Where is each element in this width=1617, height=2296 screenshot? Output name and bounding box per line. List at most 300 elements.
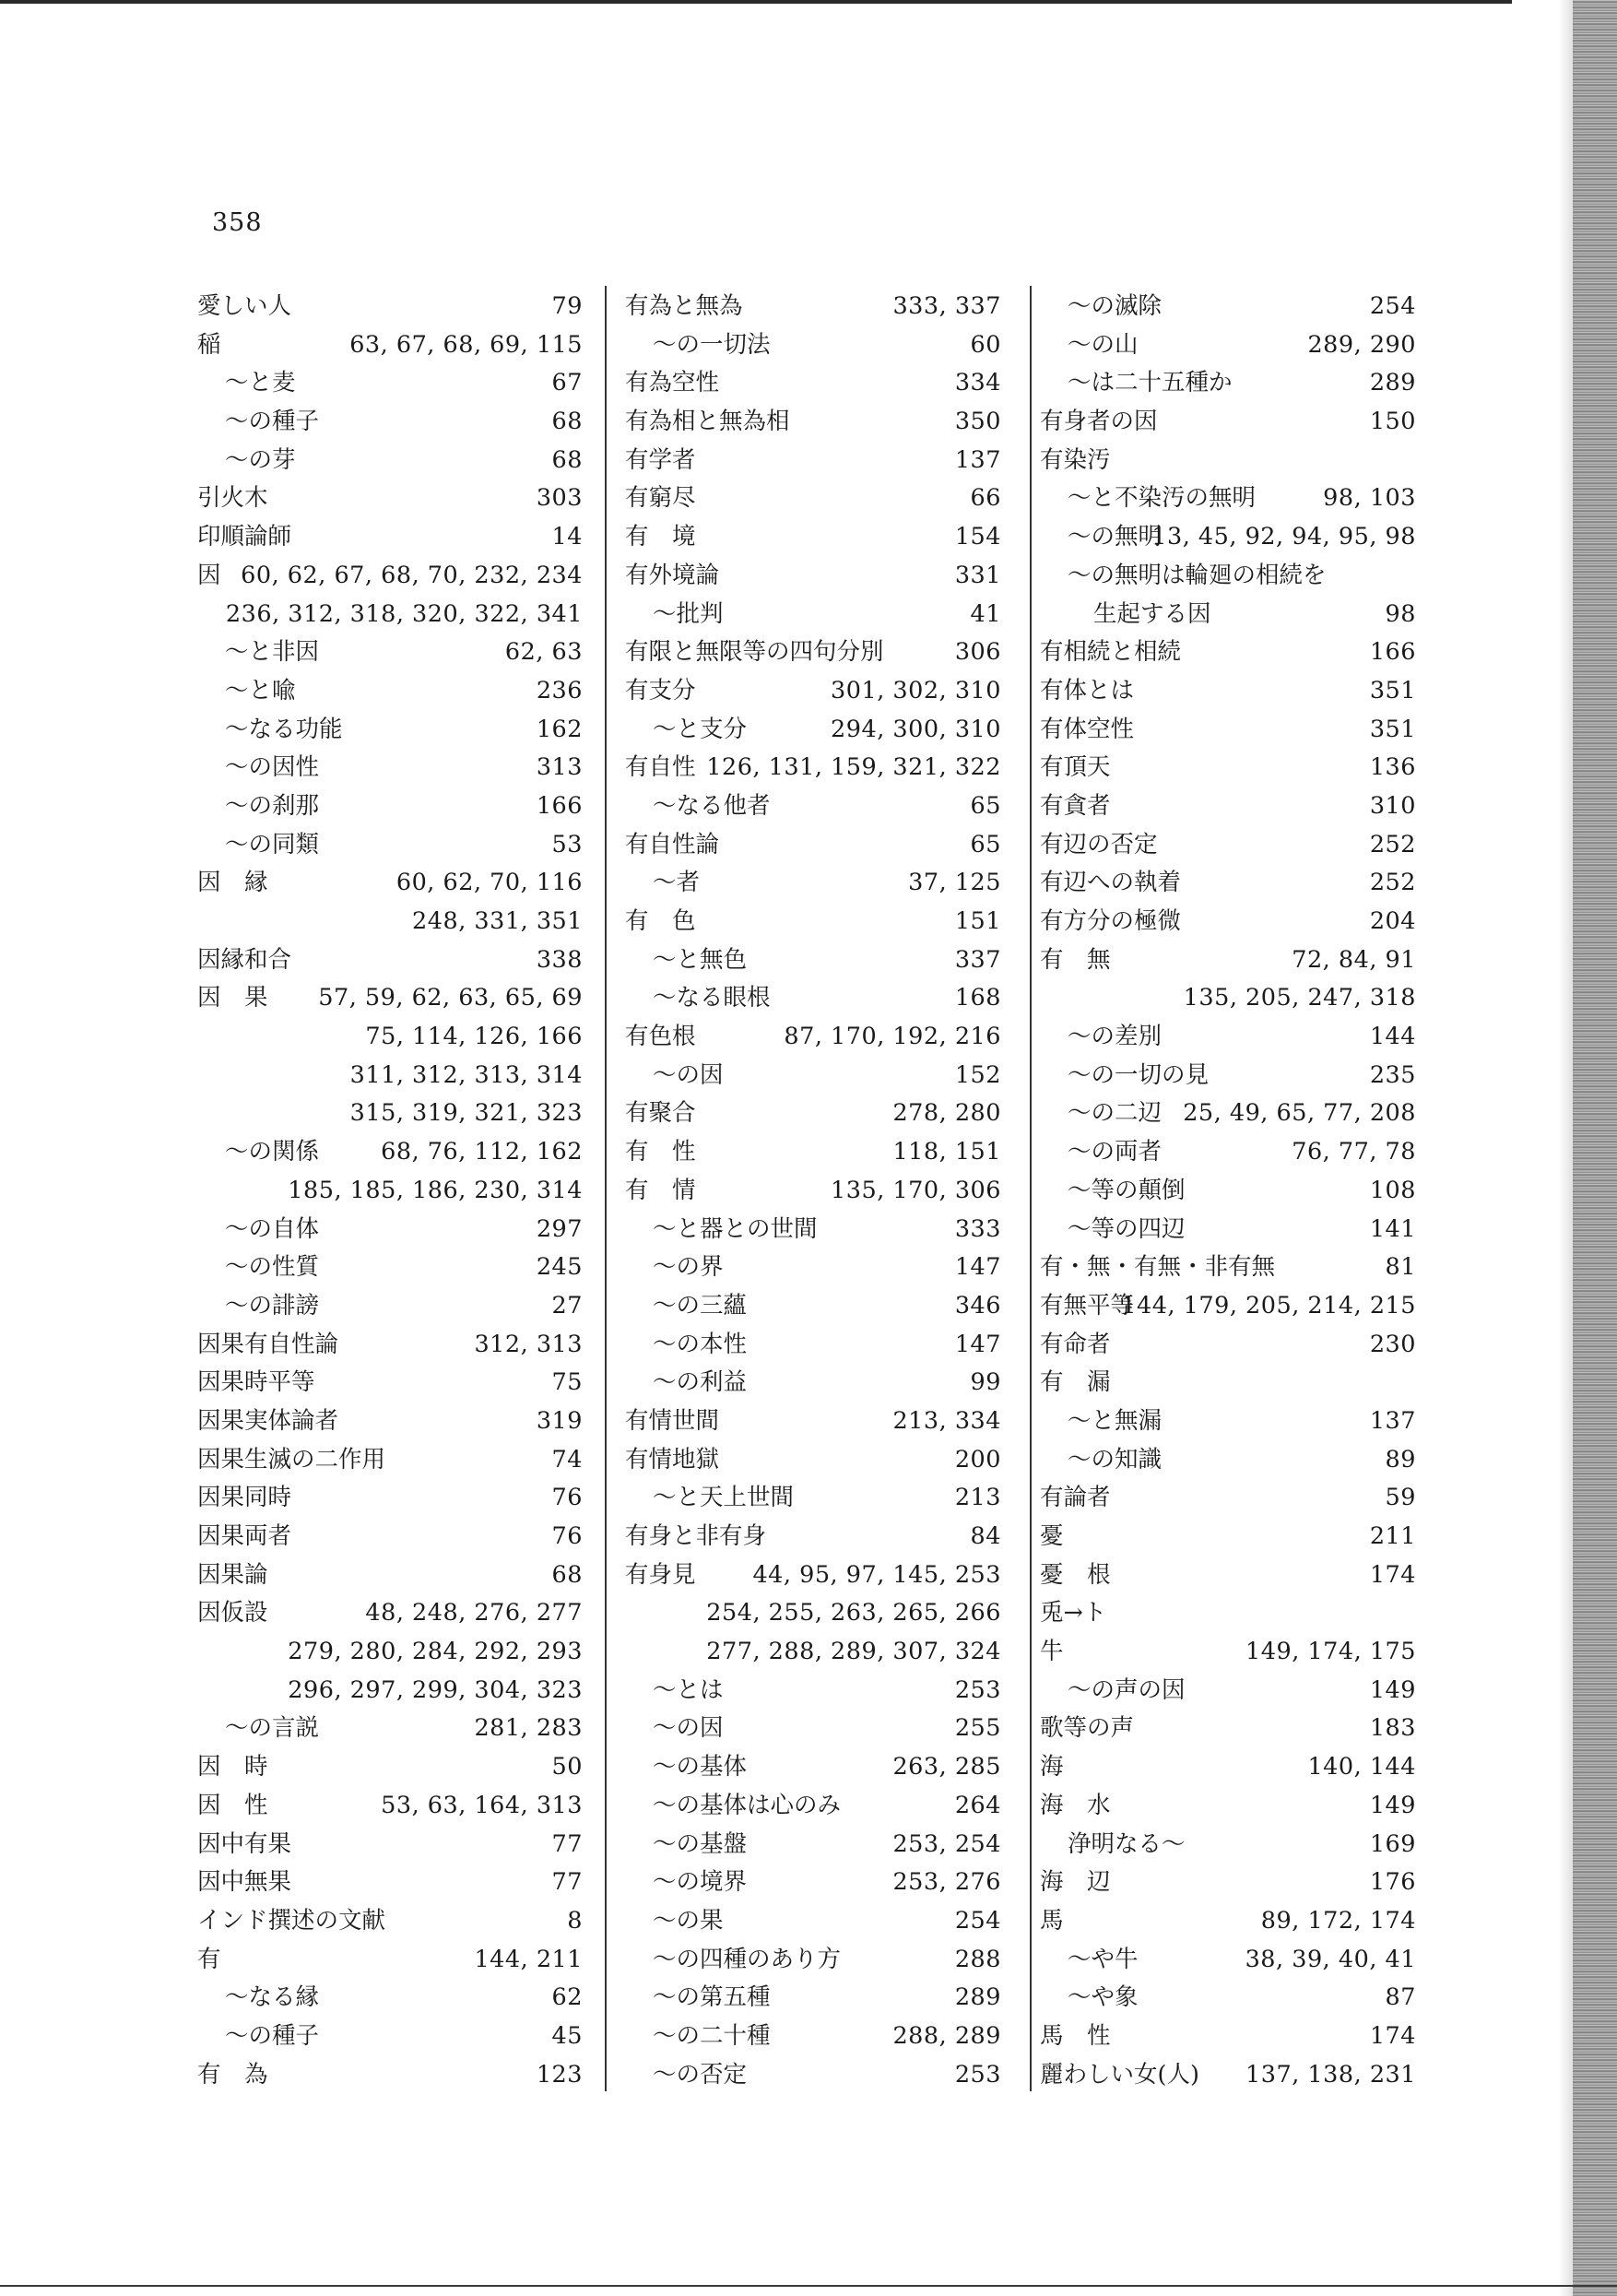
index-entry [197, 442, 583, 480]
entry-pages: 303 [536, 484, 583, 513]
entry-pages: 236 [536, 676, 583, 704]
entry-pages: 74 [551, 1445, 583, 1473]
entry-pages: 176 [1369, 1868, 1416, 1897]
index-entry [625, 1133, 1001, 1172]
entry-pages: 169 [1369, 1829, 1416, 1858]
entry-term: 有・無・有無・非有無 [1040, 1253, 1276, 1282]
index-entry [197, 1864, 583, 1902]
entry-term: 有体とは [1040, 676, 1135, 704]
entry-term: ～等の四辺 [1068, 1214, 1186, 1243]
entry-term: 因縁和合 [197, 945, 292, 974]
entry-term: ～と麦 [225, 369, 296, 397]
entry-pages: 59 [1385, 1484, 1416, 1512]
entry-pages: 213 [954, 1484, 1001, 1512]
index-entry [1040, 1133, 1416, 1172]
index-entry [197, 1979, 583, 2018]
entry-term: 有身見 [625, 1560, 696, 1589]
index-column-2 [625, 288, 1001, 2094]
entry-term: ～や象 [1068, 1983, 1139, 2012]
entry-term: ～は二十五種か [1068, 369, 1233, 397]
entry-pages: 99 [970, 1368, 1001, 1397]
entry-term: ～と器との世間 [653, 1214, 818, 1243]
entry-pages: 351 [1369, 715, 1416, 743]
entry-term: ～と支分 [653, 715, 748, 743]
entry-term: ～の性質 [225, 1253, 320, 1282]
index-entry [1040, 1479, 1416, 1518]
entry-pages: 65 [970, 791, 1001, 820]
entry-term: ～の基体は心のみ [653, 1791, 842, 1819]
entry-pages: 98 [1385, 599, 1416, 628]
index-entry [1040, 1633, 1416, 1672]
entry-pages: 346 [954, 1291, 1001, 1320]
index-entry [625, 1672, 1001, 1710]
index-entry [197, 403, 583, 442]
entry-pages: 235 [1369, 1060, 1416, 1089]
index-entry [1040, 557, 1416, 596]
index-entry [1040, 1518, 1416, 1556]
entry-term: インド撰述の文献 [197, 1906, 386, 1935]
entry-pages: 141 [1369, 1214, 1416, 1243]
entry-term: 有為空性 [625, 369, 720, 397]
index-entry [1040, 596, 1416, 634]
entry-term: 因果時平等 [197, 1368, 315, 1397]
entry-pages: 254, 255, 263, 265, 266 [706, 1599, 1001, 1627]
entry-term: ～者 [653, 869, 701, 897]
entry-term: ～と不染汚の無明 [1068, 484, 1257, 513]
index-entry [197, 941, 583, 980]
entry-term: ～の種子 [225, 408, 320, 436]
entry-term: ～の界 [653, 1253, 724, 1282]
entry-pages: 136 [1369, 753, 1416, 782]
entry-term: 有辺への執着 [1040, 869, 1182, 897]
entry-term: 因 性 [197, 1791, 268, 1819]
bottom-rule [0, 2285, 1617, 2287]
entry-pages: 338 [536, 945, 583, 974]
index-entry [1040, 518, 1416, 557]
entry-pages: 248, 331, 351 [412, 907, 583, 935]
entry-pages: 72, 84, 91 [1292, 945, 1416, 974]
entry-pages: 264 [954, 1791, 1001, 1819]
entry-term: ～の第五種 [653, 1983, 771, 2012]
entry-term: ～と無色 [653, 945, 748, 974]
index-entry [197, 672, 583, 711]
index-entry [197, 1095, 583, 1133]
entry-pages: 13, 45, 92, 94, 95, 98 [1151, 523, 1416, 551]
entry-pages: 200 [954, 1445, 1001, 1473]
entry-pages: 333, 337 [892, 292, 1001, 320]
entry-pages: 62 [551, 1983, 583, 2012]
entry-term: 有染汚 [1040, 445, 1111, 474]
index-entry [625, 1211, 1001, 1249]
entry-term: 引火木 [197, 484, 268, 513]
entry-pages: 288 [954, 1945, 1001, 1973]
entry-pages: 123 [536, 2060, 583, 2089]
entry-pages: 66 [970, 484, 1001, 513]
index-entry [1040, 1018, 1416, 1057]
entry-pages: 351 [1369, 676, 1416, 704]
entry-term: 有無平等 [1040, 1291, 1135, 1320]
entry-pages: 254 [1369, 292, 1416, 320]
index-entry [1040, 787, 1416, 826]
entry-pages: 48, 248, 276, 277 [365, 1599, 583, 1627]
index-entry [197, 1633, 583, 1672]
index-entry [197, 1172, 583, 1211]
entry-term: 有窮尽 [625, 484, 696, 513]
index-entry [197, 364, 583, 403]
top-rule [0, 0, 1512, 4]
entry-pages: 147 [954, 1253, 1001, 1282]
entry-term: ～の芽 [225, 445, 296, 474]
index-entry [1040, 479, 1416, 518]
entry-term: 有 [197, 1945, 221, 1973]
entry-term: ～の差別 [1068, 1023, 1163, 1051]
entry-term: 有限と無限等の四句分別 [625, 638, 884, 667]
entry-term: ～の声の因 [1068, 1675, 1186, 1704]
entry-term: 有 色 [625, 907, 696, 935]
entry-pages: 245 [536, 1253, 583, 1282]
index-entry [625, 1018, 1001, 1057]
entry-pages: 150 [1369, 408, 1416, 436]
entry-term: 牛 [1040, 1638, 1064, 1666]
index-entry [1040, 711, 1416, 750]
entry-term: ～の知識 [1068, 1445, 1163, 1473]
index-entry [197, 1518, 583, 1556]
entry-pages: 334 [954, 369, 1001, 397]
entry-term: 有支分 [625, 676, 696, 704]
entry-pages: 331 [954, 561, 1001, 589]
entry-pages: 204 [1369, 907, 1416, 935]
entry-pages: 77 [551, 1868, 583, 1897]
index-entry [197, 1748, 583, 1787]
entry-term: 因果生滅の二作用 [197, 1445, 386, 1473]
entry-pages: 67 [551, 369, 583, 397]
entry-pages: 144, 179, 205, 214, 215 [1121, 1291, 1416, 1320]
entry-term: 有情地獄 [625, 1445, 720, 1473]
entry-pages: 89 [1385, 1445, 1416, 1473]
entry-term: 麗わしい女(人) [1040, 2060, 1199, 2089]
index-entry [625, 596, 1001, 634]
entry-pages: 75, 114, 126, 166 [365, 1023, 583, 1051]
index-entry [625, 1441, 1001, 1480]
entry-term: ～の両者 [1068, 1138, 1163, 1166]
entry-term: 有為と無為 [625, 292, 743, 320]
index-entry [625, 1479, 1001, 1518]
entry-term: ～の一切法 [653, 330, 771, 359]
entry-pages: 333 [954, 1214, 1001, 1243]
entry-pages: 63, 67, 68, 69, 115 [349, 330, 583, 359]
entry-pages: 98, 103 [1323, 484, 1416, 513]
index-entry [197, 2018, 583, 2056]
entry-term: ～の利益 [653, 1368, 748, 1397]
entry-pages: 315, 319, 321, 323 [349, 1099, 583, 1128]
entry-pages: 310 [1369, 791, 1416, 820]
entry-term: 有外境論 [625, 561, 720, 589]
index-entry [1040, 633, 1416, 672]
entry-term: 有貪者 [1040, 791, 1111, 820]
index-entry [625, 1594, 1001, 1633]
index-entry [197, 979, 583, 1018]
entry-term: ～の本性 [653, 1330, 748, 1358]
index-entry [625, 1287, 1001, 1326]
index-entry [197, 1326, 583, 1365]
index-entry [625, 479, 1001, 518]
entry-pages: 236, 312, 318, 320, 322, 341 [225, 599, 583, 628]
entry-pages: 126, 131, 159, 321, 322 [706, 753, 1001, 782]
entry-term: 馬 [1040, 1906, 1064, 1935]
page-number: 358 [212, 208, 263, 237]
entry-pages: 211 [1369, 1522, 1416, 1550]
entry-pages: 50 [551, 1753, 583, 1781]
index-entry [625, 1633, 1001, 1672]
index-entry [1040, 403, 1416, 442]
entry-term: 歌等の声 [1040, 1714, 1135, 1743]
entry-pages: 174 [1369, 2021, 1416, 2050]
entry-pages: 313 [536, 753, 583, 782]
entry-term: 因仮設 [197, 1599, 268, 1627]
entry-pages: 230 [1369, 1330, 1416, 1358]
entry-pages: 174 [1369, 1560, 1416, 1589]
entry-pages: 281, 283 [474, 1714, 583, 1743]
index-entry [625, 288, 1001, 326]
entry-term: ～の種子 [225, 2021, 320, 2050]
entry-term: 有 情 [625, 1176, 696, 1204]
entry-pages: 252 [1369, 830, 1416, 858]
entry-term: 馬 性 [1040, 2021, 1111, 2050]
entry-term: ～の滅除 [1068, 292, 1163, 320]
entry-pages: 65 [970, 830, 1001, 858]
index-entry [625, 826, 1001, 865]
entry-pages: 118, 151 [892, 1138, 1001, 1166]
entry-term: 因 時 [197, 1753, 268, 1781]
index-entry [1040, 1402, 1416, 1441]
index-entry [1040, 1057, 1416, 1095]
index-entry [625, 787, 1001, 826]
index-entry [197, 1594, 583, 1633]
entry-term: ～の基体 [653, 1753, 748, 1781]
entry-pages: 76 [551, 1522, 583, 1550]
entry-term: 有情世間 [625, 1406, 720, 1435]
entry-pages: 253, 276 [892, 1868, 1001, 1897]
index-entry [1040, 1902, 1416, 1941]
entry-term: ～や牛 [1068, 1945, 1139, 1973]
entry-pages: 60, 62, 70, 116 [395, 869, 583, 897]
entry-term: ～と無漏 [1068, 1406, 1163, 1435]
entry-pages: 37, 125 [908, 869, 1001, 897]
entry-pages: 144 [1369, 1023, 1416, 1051]
entry-pages: 108 [1369, 1176, 1416, 1204]
entry-pages: 296, 297, 299, 304, 323 [288, 1675, 583, 1704]
index-entry [1040, 1979, 1416, 2018]
entry-pages: 162 [536, 715, 583, 743]
index-column-3 [1040, 288, 1416, 2094]
index-entry [1040, 1864, 1416, 1902]
entry-term: 有 漏 [1040, 1368, 1111, 1397]
entry-term: 有 境 [625, 523, 696, 551]
index-entry [625, 979, 1001, 1018]
entry-term: 海 水 [1040, 1791, 1111, 1819]
entry-pages: 301, 302, 310 [831, 676, 1001, 704]
entry-term: 有 為 [197, 2060, 268, 2089]
entry-term: ～の果 [653, 1906, 724, 1935]
entry-term: 因果同時 [197, 1484, 292, 1512]
index-entry [625, 1095, 1001, 1133]
entry-term: 海 [1040, 1753, 1064, 1781]
column-divider [1030, 286, 1032, 2091]
entry-term: ～の自体 [225, 1214, 320, 1243]
index-entry [1040, 749, 1416, 787]
entry-pages: 68, 76, 112, 162 [381, 1138, 583, 1166]
index-entry [625, 1172, 1001, 1211]
entry-pages: 252 [1369, 869, 1416, 897]
index-entry [1040, 288, 1416, 326]
index-entry [625, 672, 1001, 711]
entry-term: 有色根 [625, 1023, 696, 1051]
entry-pages: 75 [551, 1368, 583, 1397]
index-entry [625, 518, 1001, 557]
index-entry [625, 711, 1001, 750]
index-entry [625, 1518, 1001, 1556]
entry-pages: 288, 289 [892, 2021, 1001, 2050]
entry-term: 有 無 [1040, 945, 1111, 974]
index-entry [1040, 979, 1416, 1018]
entry-term: ～の誹謗 [225, 1291, 320, 1320]
index-entry [625, 2056, 1001, 2095]
entry-pages: 279, 280, 284, 292, 293 [288, 1638, 583, 1666]
entry-pages: 253 [954, 2060, 1001, 2089]
entry-pages: 144, 211 [474, 1945, 583, 1973]
entry-term: ～の刹那 [225, 791, 320, 820]
entry-term: 因中有果 [197, 1829, 292, 1858]
entry-pages: 53, 63, 164, 313 [381, 1791, 583, 1819]
entry-pages: 25, 49, 65, 77, 208 [1183, 1099, 1416, 1128]
index-entry [1040, 1364, 1416, 1402]
index-entry [625, 941, 1001, 980]
entry-term: 愛しい人 [197, 292, 292, 320]
index-entry [1040, 1748, 1416, 1787]
index-entry [1040, 1095, 1416, 1133]
entry-term: ～と非因 [225, 638, 320, 667]
index-entry [197, 557, 583, 596]
index-entry [197, 1672, 583, 1710]
entry-term: ～の基盤 [653, 1829, 748, 1858]
index-entry [197, 864, 583, 903]
index-entry [1040, 1672, 1416, 1710]
index-entry [197, 288, 583, 326]
index-entry [625, 1710, 1001, 1748]
entry-pages: 41 [970, 599, 1001, 628]
index-entry [1040, 1326, 1416, 1365]
entry-term: 有学者 [625, 445, 696, 474]
entry-term: ～等の顛倒 [1068, 1176, 1186, 1204]
entry-term: ～の無明は輪廻の相続を [1068, 561, 1327, 589]
entry-pages: 89, 172, 174 [1260, 1906, 1416, 1935]
index-entry [625, 403, 1001, 442]
index-entry [625, 1057, 1001, 1095]
index-entry [197, 1826, 583, 1864]
entry-pages: 79 [551, 292, 583, 320]
entry-term: 有自性論 [625, 830, 720, 858]
index-column-1 [197, 288, 583, 2094]
index-entry [1040, 442, 1416, 480]
entry-pages: 44, 95, 97, 145, 253 [752, 1560, 1001, 1589]
entry-pages: 253, 254 [892, 1829, 1001, 1858]
index-entry [1040, 1441, 1416, 1480]
entry-term: 因 果 [197, 984, 268, 1012]
entry-pages: 166 [1369, 638, 1416, 667]
entry-pages: 45 [551, 2021, 583, 2050]
entry-pages: 294, 300, 310 [831, 715, 1001, 743]
entry-pages: 149, 174, 175 [1245, 1638, 1416, 1666]
entry-pages: 311, 312, 313, 314 [349, 1060, 583, 1089]
entry-pages: 319 [536, 1406, 583, 1435]
index-entry [625, 557, 1001, 596]
entry-pages: 277, 288, 289, 307, 324 [706, 1638, 1001, 1666]
index-entry [197, 518, 583, 557]
entry-term: 因 縁 [197, 869, 268, 897]
entry-term: 印順論師 [197, 523, 292, 551]
entry-pages: 84 [970, 1522, 1001, 1550]
entry-term: ～とは [653, 1675, 724, 1704]
entry-pages: 27 [551, 1291, 583, 1320]
entry-term: ～なる眼根 [653, 984, 771, 1012]
index-entry [1040, 364, 1416, 403]
entry-term: 有身と非有身 [625, 1522, 767, 1550]
index-entry [197, 1479, 583, 1518]
index-entry [197, 1710, 583, 1748]
entry-pages: 62, 63 [504, 638, 583, 667]
index-entry [197, 1556, 583, 1595]
entry-pages: 53 [551, 830, 583, 858]
index-entry [197, 1364, 583, 1402]
entry-term: ～の無明 [1068, 523, 1163, 551]
index-entry [1040, 1710, 1416, 1748]
index-entry [1040, 1787, 1416, 1826]
entry-term: 有為相と無為相 [625, 408, 790, 436]
entry-pages: 213, 334 [892, 1406, 1001, 1435]
entry-term: ～の二十種 [653, 2021, 771, 2050]
index-entry [1040, 864, 1416, 903]
index-entry [1040, 1249, 1416, 1287]
entry-term: ～の言説 [225, 1714, 320, 1743]
entry-pages: 137 [1369, 1406, 1416, 1435]
index-entry [625, 1326, 1001, 1365]
entry-term: ～の山 [1068, 330, 1139, 359]
entry-pages: 263, 285 [892, 1753, 1001, 1781]
entry-pages: 87 [1385, 1983, 1416, 2012]
index-entry [625, 442, 1001, 480]
entry-term: ～の因性 [225, 753, 320, 782]
entry-term: ～の否定 [653, 2060, 748, 2089]
entry-term: 憂 [1040, 1522, 1064, 1550]
index-entry [625, 1826, 1001, 1864]
entry-term: 有聚合 [625, 1099, 696, 1128]
index-entry [1040, 326, 1416, 365]
entry-pages: 81 [1385, 1253, 1416, 1282]
entry-pages: 77 [551, 1829, 583, 1858]
entry-pages: 278, 280 [892, 1099, 1001, 1128]
entry-term: ～の三蘊 [653, 1291, 748, 1320]
entry-term: 因果有自性論 [197, 1330, 339, 1358]
entry-pages: 140, 144 [1307, 1753, 1416, 1781]
entry-term: ～と天上世間 [653, 1484, 795, 1512]
entry-term: 有相続と相続 [1040, 638, 1182, 667]
index-entry [197, 1133, 583, 1172]
entry-term: 有方分の極微 [1040, 907, 1182, 935]
entry-pages: 289 [954, 1983, 1001, 2012]
index-entry [625, 1941, 1001, 1980]
index-entry [1040, 1287, 1416, 1326]
index-entry [625, 1402, 1001, 1441]
